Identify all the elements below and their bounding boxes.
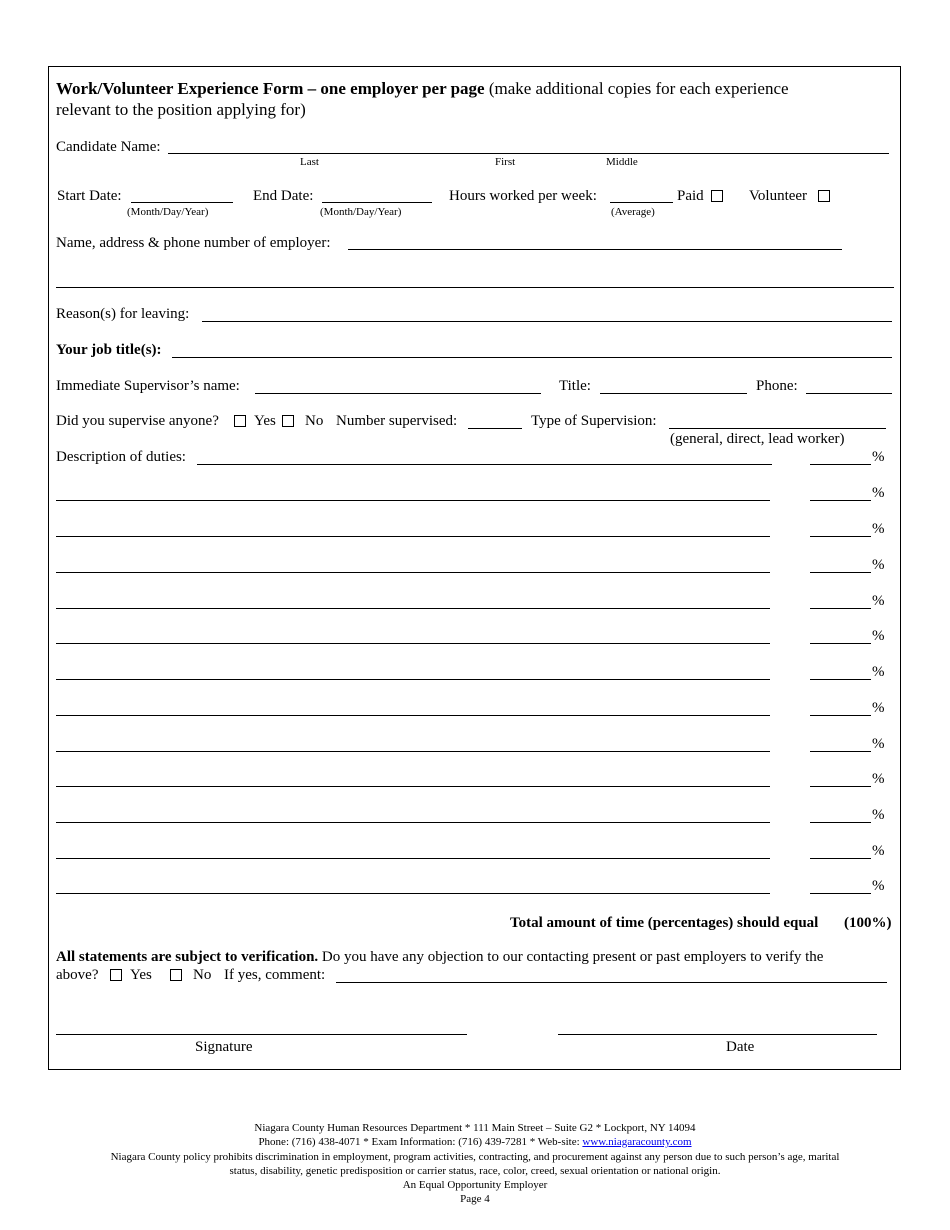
percent-sign: % <box>872 628 885 644</box>
reason-label: Reason(s) for leaving: <box>56 306 190 322</box>
supervise-no-label: No <box>305 413 324 429</box>
name-first-hint: First <box>495 156 516 168</box>
duty-percent-field[interactable] <box>810 751 871 752</box>
percent-sign: % <box>872 449 885 465</box>
end-date-hint: (Month/Day/Year) <box>320 206 402 218</box>
verify-no-checkbox[interactable] <box>170 969 182 981</box>
duty-line[interactable] <box>56 572 770 573</box>
percent-sign: % <box>872 700 885 716</box>
employer-field-line2[interactable] <box>56 287 894 288</box>
duty-line[interactable] <box>197 464 772 465</box>
duty-line[interactable] <box>56 500 770 501</box>
website-link[interactable]: www.niagaracounty.com <box>582 1136 692 1148</box>
total-label: Total amount of time (percentages) should equal <box>510 915 819 931</box>
duty-line[interactable] <box>56 786 770 787</box>
name-middle-hint: Middle <box>606 156 638 168</box>
comment-field[interactable] <box>336 982 887 983</box>
supervise-yes-checkbox[interactable] <box>234 415 246 427</box>
volunteer-label: Volunteer <box>749 188 808 204</box>
type-supervision-field[interactable] <box>669 428 886 429</box>
duty-percent-field[interactable] <box>810 858 871 859</box>
type-supervision-label: Type of Supervision: <box>531 413 657 429</box>
footer-policy-line1: Niagara County policy prohibits discrimination in employment, program activities, contracting, and procurement against any person due to such person’s age, marital <box>110 1151 840 1163</box>
verify-yes-label: Yes <box>130 967 152 983</box>
percent-sign: % <box>872 485 885 501</box>
hours-label: Hours worked per week: <box>449 188 597 204</box>
percent-sign: % <box>872 807 885 823</box>
volunteer-checkbox[interactable] <box>818 190 830 202</box>
percent-sign: % <box>872 843 885 859</box>
percent-sign: % <box>872 557 885 573</box>
duty-percent-field[interactable] <box>810 715 871 716</box>
supervisor-title-field[interactable] <box>600 393 747 394</box>
employer-label: Name, address & phone number of employer: <box>56 235 331 251</box>
percent-sign: % <box>872 878 885 894</box>
percent-sign: % <box>872 771 885 787</box>
signature-field[interactable] <box>56 1034 467 1035</box>
hours-hint: (Average) <box>611 206 655 218</box>
form-title <box>56 78 789 99</box>
reason-field[interactable] <box>202 321 892 322</box>
supervisor-label: Immediate Supervisor’s name: <box>56 378 240 394</box>
duty-percent-field[interactable] <box>810 822 871 823</box>
above-label: above? <box>56 967 99 983</box>
num-supervised-field[interactable] <box>468 428 522 429</box>
footer-phone: Phone: (716) 438-4071 * Exam Information: (716) 439-7281 * Web-site: <box>258 1136 583 1148</box>
end-date-label: End Date: <box>253 188 314 204</box>
phone-label: Phone: <box>756 378 798 394</box>
footer-policy-line2: status, disability, genetic predisposition or carrier status, race, color, creed, sexual orientation or national origin. <box>229 1165 721 1177</box>
form-title-line2: relevant to the position applying for) <box>56 100 306 119</box>
verify-no-label: No <box>193 967 212 983</box>
duty-line[interactable] <box>56 858 770 859</box>
date-label: Date <box>726 1039 755 1055</box>
supervisor-title-label: Title: <box>559 378 591 394</box>
duty-line[interactable] <box>56 608 770 609</box>
duty-line[interactable] <box>56 822 770 823</box>
duty-line[interactable] <box>56 751 770 752</box>
candidate-name-field[interactable] <box>168 153 889 154</box>
supervise-yes-label: Yes <box>254 413 276 429</box>
duty-line[interactable] <box>56 893 770 894</box>
if-yes-label: If yes, comment: <box>224 967 326 983</box>
footer-eoe: An Equal Opportunity Employer <box>402 1179 548 1191</box>
verify-statement <box>56 948 823 966</box>
verify-yes-checkbox[interactable] <box>110 969 122 981</box>
start-date-label: Start Date: <box>57 188 122 204</box>
duty-line[interactable] <box>56 536 770 537</box>
job-title-field[interactable] <box>172 357 892 358</box>
paid-checkbox[interactable] <box>711 190 723 202</box>
percent-sign: % <box>872 593 885 609</box>
form-title-rest: (make additional copies for each experience <box>484 79 789 98</box>
num-supervised-label: Number supervised: <box>336 413 458 429</box>
duty-percent-field[interactable] <box>810 572 871 573</box>
duty-percent-field[interactable] <box>810 608 871 609</box>
duty-percent-field[interactable] <box>810 643 871 644</box>
verify-bold: All statements are subject to verification. <box>56 949 319 965</box>
form-title-bold: Work/Volunteer Experience Form – one employer per page <box>56 79 485 98</box>
duty-percent-field[interactable] <box>810 536 871 537</box>
duty-percent-field[interactable] <box>810 786 871 787</box>
percent-sign: % <box>872 664 885 680</box>
footer-address: Niagara County Human Resources Department * 111 Main Street – Suite G2 * Lockport, NY 14094 <box>254 1122 696 1134</box>
duty-percent-field[interactable] <box>810 464 871 465</box>
total-value: (100%) <box>844 915 892 931</box>
duty-percent-field[interactable] <box>810 679 871 680</box>
page-number: Page 4 <box>460 1193 490 1205</box>
percent-sign: % <box>872 521 885 537</box>
start-date-field[interactable] <box>131 202 233 203</box>
hours-field[interactable] <box>610 202 673 203</box>
signature-label: Signature <box>195 1039 253 1055</box>
duties-label: Description of duties: <box>56 449 186 465</box>
duty-line[interactable] <box>56 715 770 716</box>
start-date-hint: (Month/Day/Year) <box>127 206 209 218</box>
employer-field[interactable] <box>348 249 842 250</box>
paid-label: Paid <box>677 188 704 204</box>
end-date-field[interactable] <box>322 202 432 203</box>
footer-contact <box>0 1135 950 1149</box>
verify-text: Do you have any objection to our contacting present or past employers to verify the <box>318 949 824 965</box>
supervise-question: Did you supervise anyone? <box>56 413 219 429</box>
percent-sign: % <box>872 736 885 752</box>
candidate-name-label: Candidate Name: <box>56 139 161 155</box>
type-supervision-hint: (general, direct, lead worker) <box>670 431 845 447</box>
phone-field[interactable] <box>806 393 892 394</box>
name-last-hint: Last <box>300 156 319 168</box>
supervisor-field[interactable] <box>255 393 541 394</box>
duty-line[interactable] <box>56 643 770 644</box>
date-field[interactable] <box>558 1034 877 1035</box>
duty-percent-field[interactable] <box>810 500 871 501</box>
duty-line[interactable] <box>56 679 770 680</box>
job-title-label: Your job title(s): <box>56 342 162 358</box>
duty-percent-field[interactable] <box>810 893 871 894</box>
supervise-no-checkbox[interactable] <box>282 415 294 427</box>
